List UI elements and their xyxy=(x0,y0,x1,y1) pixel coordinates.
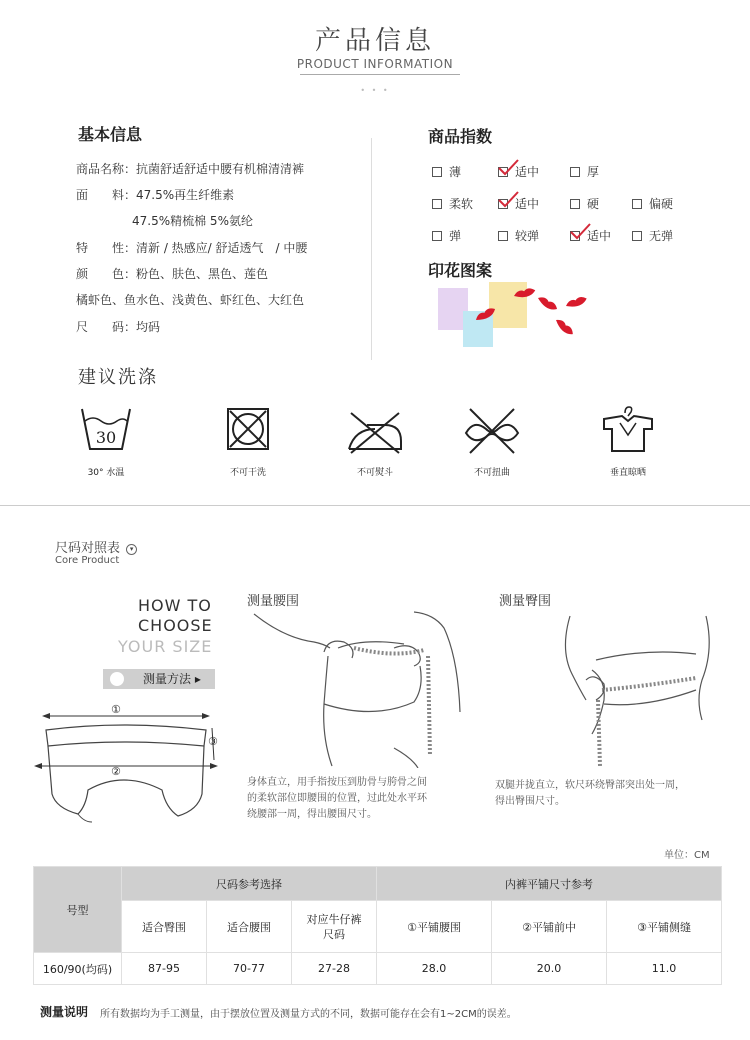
wash-title: 建议洗涤 xyxy=(78,367,158,388)
desc-line: 身体直立，用手指按压到肋骨与胯骨之间 xyxy=(247,777,427,788)
info-row: 橘虾色、鱼水色、浅黄色、虾红色、大红色 xyxy=(76,293,305,307)
wash-label: 不可熨斗 xyxy=(356,468,393,478)
size-chart-title xyxy=(55,537,137,556)
index-option-label: 适中 xyxy=(515,197,540,211)
title-dots: • • • xyxy=(360,86,390,95)
table-header: ③平铺侧缝 xyxy=(607,901,722,953)
wash-label: 垂直晾晒 xyxy=(609,468,646,478)
table-header: 对应牛仔裤 尺码 xyxy=(292,901,377,953)
index-option-label: 硬 xyxy=(587,197,600,211)
checkbox-checked xyxy=(570,231,580,241)
index-option xyxy=(498,163,539,180)
info-row: 特 性：清新 / 热感应/ 舒适透气 / 中腰 xyxy=(76,241,308,255)
index-option xyxy=(498,195,539,212)
checkbox xyxy=(432,231,442,241)
unit-label: 单位：CM xyxy=(664,850,710,861)
wash-label: 不可干洗 xyxy=(229,468,266,478)
waist-measure-desc xyxy=(247,775,427,823)
index-option-label: 偏硬 xyxy=(649,197,674,211)
hip-measure-title: 测量臀围 xyxy=(499,594,552,609)
page-subtitle: PRODUCT INFORMATION xyxy=(296,57,454,71)
info-row: 47.5%精梳棉 5%氨纶 xyxy=(132,214,253,228)
index-option xyxy=(570,163,599,180)
product-index-title: 商品指数 xyxy=(428,127,493,146)
section-divider xyxy=(0,505,750,506)
index-option-label: 无弹 xyxy=(649,229,674,243)
page-title: 产品信息 xyxy=(314,26,435,56)
index-option-label: 较弹 xyxy=(515,229,540,243)
basic-info-title: 基本信息 xyxy=(78,125,143,144)
desc-line: 的柔软部位即腰围的位置，过此处水平环 xyxy=(247,793,427,804)
size-chart-subtitle: Core Product xyxy=(55,555,120,566)
marker-1: ① xyxy=(111,703,121,716)
table-cell: 70-77 xyxy=(207,953,292,985)
check-mark-icon xyxy=(497,191,519,209)
checkbox xyxy=(570,167,580,177)
print-pattern-title: 印花图案 xyxy=(428,261,493,280)
table-header: 适合腰围 xyxy=(207,901,292,953)
index-option xyxy=(432,195,473,212)
checkbox xyxy=(432,199,442,209)
index-option xyxy=(632,195,673,212)
chevron-down-icon[interactable]: ▾ xyxy=(126,544,137,555)
checkbox xyxy=(570,199,580,209)
desc-line: 得出臀围尺寸。 xyxy=(495,796,565,807)
desc-line: 双腿并拢直立，软尺环绕臀部突出处一周， xyxy=(495,780,685,791)
lips-motif xyxy=(536,295,559,313)
table-cell: 20.0 xyxy=(492,953,607,985)
no-dry-clean-icon xyxy=(218,405,278,455)
checkbox xyxy=(632,231,642,241)
size-chart-title-text: 尺码对照表 xyxy=(55,541,121,556)
table-header: 适合臀围 xyxy=(122,901,207,953)
wash-label: 不可扭曲 xyxy=(473,468,510,478)
note-body: 所有数据均为手工测量，由于摆放位置及测量方式的不同，数据可能存在会有1~2CM的误差。 xyxy=(100,1009,517,1020)
info-row: 商品名称：抗菌舒适舒适中腰有机棉清清裤 xyxy=(76,162,305,176)
marker-3: ③ xyxy=(208,735,218,748)
wash-label: 30° 水温 xyxy=(87,468,125,478)
index-option-label: 柔软 xyxy=(449,197,474,211)
index-option xyxy=(570,227,611,244)
hip-measure-desc xyxy=(495,778,685,810)
index-option xyxy=(432,163,461,180)
table-header: ②平铺前中 xyxy=(492,901,607,953)
checkbox xyxy=(432,167,442,177)
table-row xyxy=(34,953,722,985)
info-row: 面 料：47.5%再生纤维素 xyxy=(76,188,235,202)
note-title: 测量说明 xyxy=(40,1005,89,1019)
info-row: 尺 码：均码 xyxy=(76,320,161,334)
waist-figure-illustration xyxy=(244,608,474,768)
checkbox xyxy=(498,231,508,241)
lips-print-icon xyxy=(466,282,596,342)
index-option-label: 弹 xyxy=(449,229,462,243)
waist-measure-title: 测量腰围 xyxy=(247,594,300,609)
index-option xyxy=(570,195,599,212)
checkbox-checked xyxy=(498,167,508,177)
measure-tape-icon xyxy=(110,672,124,686)
hip-figure-illustration xyxy=(556,610,726,770)
measure-method-button[interactable]: 测量方法 ▸ xyxy=(103,669,215,689)
underwear-diagram xyxy=(28,698,228,840)
index-option-label: 适中 xyxy=(587,229,612,243)
table-group-size-ref: 尺码参考选择 xyxy=(122,867,377,901)
column-divider xyxy=(371,138,372,360)
how-to-line1: HOW TO xyxy=(138,596,212,615)
lips-motif xyxy=(474,306,497,324)
table-cell: 27-28 xyxy=(292,953,377,985)
marker-2: ② xyxy=(111,765,121,778)
info-row: 颜 色：粉色、肤色、黑色、莲色 xyxy=(76,267,269,281)
how-to-line3: YOUR SIZE xyxy=(118,637,213,656)
wash-temp-number: 30 xyxy=(95,428,117,447)
checkbox xyxy=(632,199,642,209)
desc-line: 绕腰部一周，得出腰围尺寸。 xyxy=(247,809,377,820)
wash-30-icon xyxy=(76,405,136,455)
table-cell: 28.0 xyxy=(377,953,492,985)
size-table xyxy=(33,866,722,985)
lips-motif xyxy=(553,317,575,337)
check-mark-icon xyxy=(497,159,519,177)
lips-motif xyxy=(565,295,588,310)
how-to-line2: CHOOSE xyxy=(138,616,213,635)
table-cell: 87-95 xyxy=(122,953,207,985)
index-option xyxy=(498,227,539,244)
table-cell: 11.0 xyxy=(607,953,722,985)
index-option-label: 适中 xyxy=(515,165,540,179)
table-cell: 160/90(均码) xyxy=(34,953,122,985)
index-option-label: 厚 xyxy=(587,165,600,179)
no-iron-icon xyxy=(345,407,405,457)
title-divider xyxy=(300,74,460,75)
index-option xyxy=(432,227,461,244)
index-option-label: 薄 xyxy=(449,165,462,179)
lips-motif xyxy=(513,287,536,300)
table-header: ①平铺腰围 xyxy=(377,901,492,953)
check-mark-icon xyxy=(569,223,591,241)
no-wring-icon xyxy=(462,405,522,455)
table-header-model: 号型 xyxy=(34,867,122,953)
index-option xyxy=(632,227,673,244)
table-group-flat-size: 内裤平铺尺寸参考 xyxy=(377,867,722,901)
checkbox-checked xyxy=(498,199,508,209)
hang-dry-icon xyxy=(598,405,658,455)
